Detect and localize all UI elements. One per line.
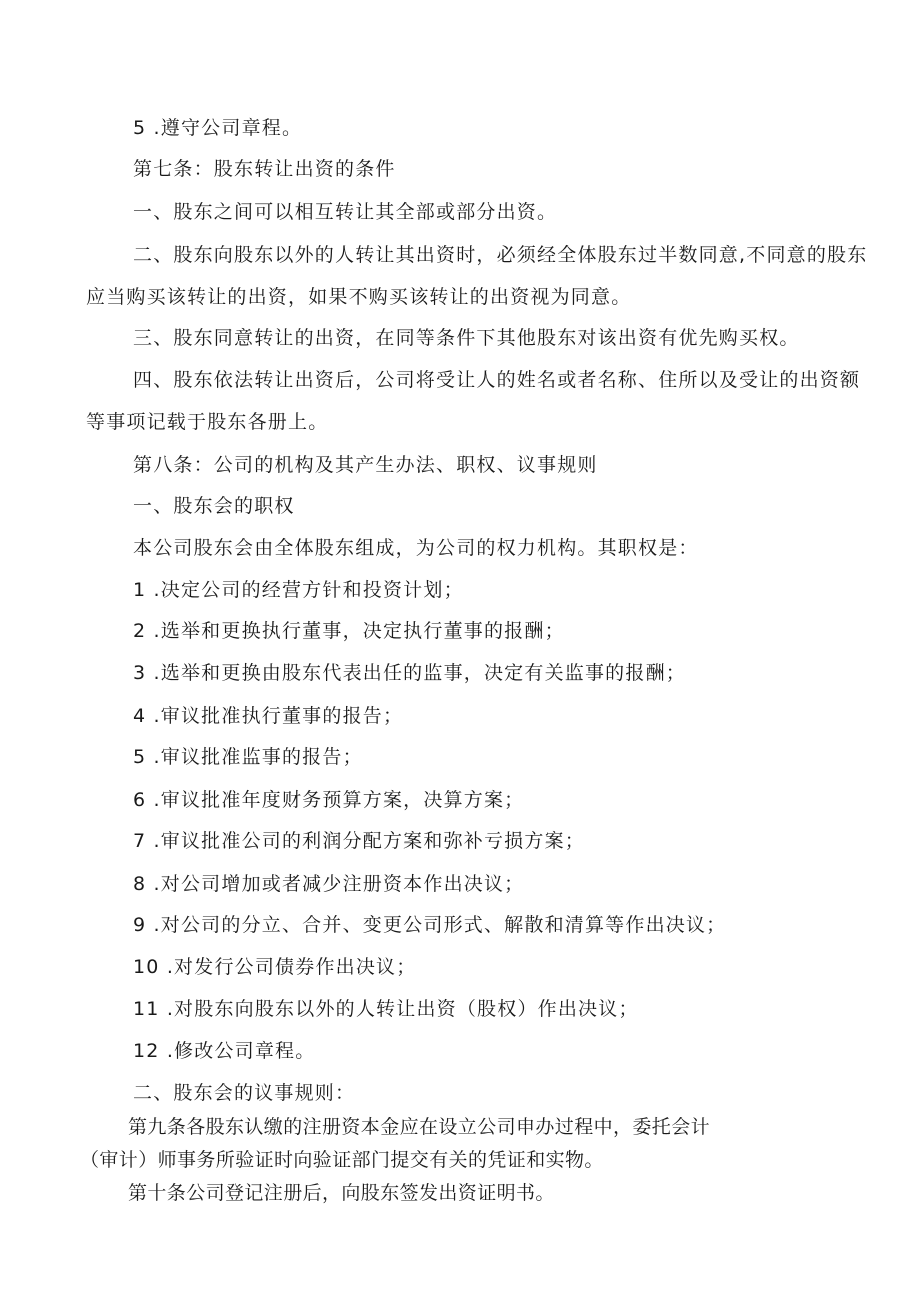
text-line: 二、股东向股东以外的人转让其出资时，必须经全体股东过半数同意,不同意的股东 <box>133 244 868 266</box>
list-item: 5 .审议批准监事的报告； <box>133 746 363 768</box>
text-line: 本公司股东会由全体股东组成，为公司的权力机构。其职权是： <box>133 537 699 559</box>
list-item: 6 .审议批准年度财务预算方案，决算方案； <box>133 789 525 811</box>
article-heading: 第八条：公司的机构及其产生办法、职权、议事规则 <box>133 454 598 476</box>
text-line: 等事项记载于股东各册上。 <box>86 411 329 433</box>
text-line: 5 .遵守公司章程。 <box>133 117 303 139</box>
list-item: 12 .修改公司章程。 <box>133 1040 316 1062</box>
text-line: 第十条公司登记注册后，向股东签发出资证明书。 <box>128 1182 555 1204</box>
text-line: 四、股东依法转让出资后，公司将受让人的姓名或者名称、住所以及受让的出资额 <box>133 369 861 391</box>
list-item: 7 .审议批准公司的利润分配方案和弥补亏损方案； <box>133 830 585 852</box>
list-item: 2 .选举和更换执行董事，决定执行董事的报酬； <box>133 620 565 642</box>
list-item: 9 .对公司的分立、合并、变更公司形式、解散和清算等作出决议； <box>133 914 727 936</box>
list-item: 1 .决定公司的经营方针和投资计划； <box>133 579 464 601</box>
text-line: 一、股东之间可以相互转让其全部或部分出资。 <box>133 201 558 223</box>
article-heading: 第七条：股东转让出资的条件 <box>133 158 396 180</box>
text-line: 三、股东同意转让的出资，在同等条件下其他股东对该出资有优先购买权。 <box>133 327 800 349</box>
list-item: 3 .选举和更换由股东代表出任的监事，决定有关监事的报酬； <box>133 662 686 684</box>
list-item: 8 .对公司增加或者减少注册资本作出决议； <box>133 873 525 895</box>
section-heading: 一、股东会的职权 <box>133 495 295 517</box>
text-line: （审计）师事务所验证时向验证部门提交有关的凭证和实物。 <box>80 1149 604 1171</box>
text-line: 应当购买该转让的出资，如果不购买该转让的出资视为同意。 <box>86 286 632 308</box>
list-item: 11 .对股东向股东以外的人转让出资（股权）作出决议； <box>133 998 639 1020</box>
list-item: 10 .对发行公司债券作出决议； <box>133 956 417 978</box>
section-heading: 二、股东会的议事规则： <box>133 1082 356 1104</box>
list-item: 4 .审议批准执行董事的报告； <box>133 705 404 727</box>
text-line: 第九条各股东认缴的注册资本金应在设立公司申办过程中，委托会计 <box>128 1116 711 1138</box>
